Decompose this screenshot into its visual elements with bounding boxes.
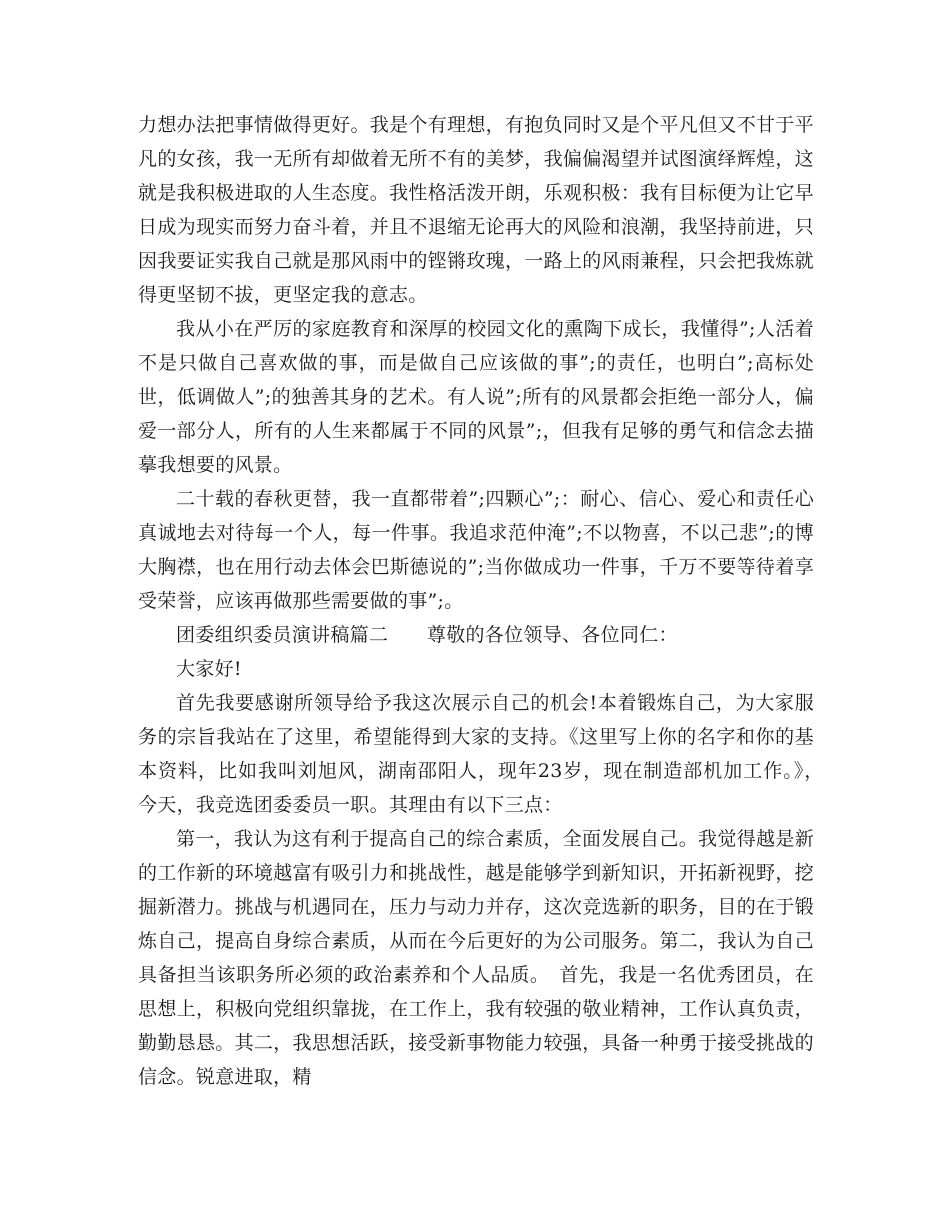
paragraph-2: 我从小在严厉的家庭教育和深厚的校园文化的熏陶下成长，我懂得”;人活着不是只做自己喜欢做的事，而是做自己应该做的事”;的责任，也明白”;高标处世，低调做人”;的独善其身的艺术。有人说”;所有的风景都会拒绝一部分人，偏爱一部分人，所有的人生来都属于不同的风景”;，但我有足够的勇气和信念去描摹我想要的风景。 bbox=[138, 318, 814, 476]
section-heading: 团委组织委员演讲稿篇二 尊敬的各位领导、各位同仁： bbox=[176, 624, 678, 646]
paragraph-1: 力想办法把事情做得更好。我是个有理想，有抱负同时又是个平凡但又不甘于平凡的女孩，我一无所有却做着无所不有的美梦，我偏偏渴望并试图演绎辉煌，这就是我积极进取的人生态度。我性格活泼开朗，乐观积极：我有目标便为让它早日成为现实而努力奋斗着，并且不退缩无论再大的风险和浪潮，我坚持前进，只因我要证实我自己就是那风雨中的铿锵玫瑰，一路上的风雨兼程，只会把我炼就得更坚韧不拔，更坚定我的意志。 bbox=[138, 114, 814, 306]
document-body bbox=[138, 108, 834, 1094]
greeting: 大家好! bbox=[176, 658, 242, 680]
paragraph-3: 二十载的春秋更替，我一直都带着”;四颗心”;：耐心、信心、爱心和责任心真诚地去对待每一个人，每一件事。我追求范仲淹”;不以物喜，不以己悲”;的博大胸襟，也在用行动去体会巴斯德说的”;当你做成功一件事，千万不要等待着享受荣誉，应该再做那些需要做的事”;。 bbox=[138, 488, 814, 612]
paragraph-4: 首先我要感谢所领导给予我这次展示自己的机会!本着锻炼自己，为大家服务的宗旨我站在了这里，希望能得到大家的支持。《这里写上你的名字和你的基本资料，比如我叫刘旭风，湖南邵阳人，现年23岁，现在制造部机加工作。》， 今天，我竞选团委委员一职。其理由有以下三点： bbox=[138, 692, 834, 816]
paragraph-5: 第一，我认为这有利于提高自己的综合素质，全面发展自己。我觉得越是新的工作新的环境越富有吸引力和挑战性，越是能够学到新知识，开拓新视野，挖掘新潜力。挑战与机遇同在，压力与动力并存，这次竞选新的职务，目的在于锻炼自己，提高自身综合素质，从而在今后更好的为公司服务。第二，我认为自己具备担当该职务所必须的政治素养和个人品质。 首先，我是一名优秀团员，在思想上，积极向党组织靠拢，在工作上，我有较强的敬业精神，工作认真负责，勤勤恳恳。其二，我思想活跃，接受新事物能力较强，具备一种勇于接受挑战的信念。锐意进取，精 bbox=[138, 828, 814, 1088]
